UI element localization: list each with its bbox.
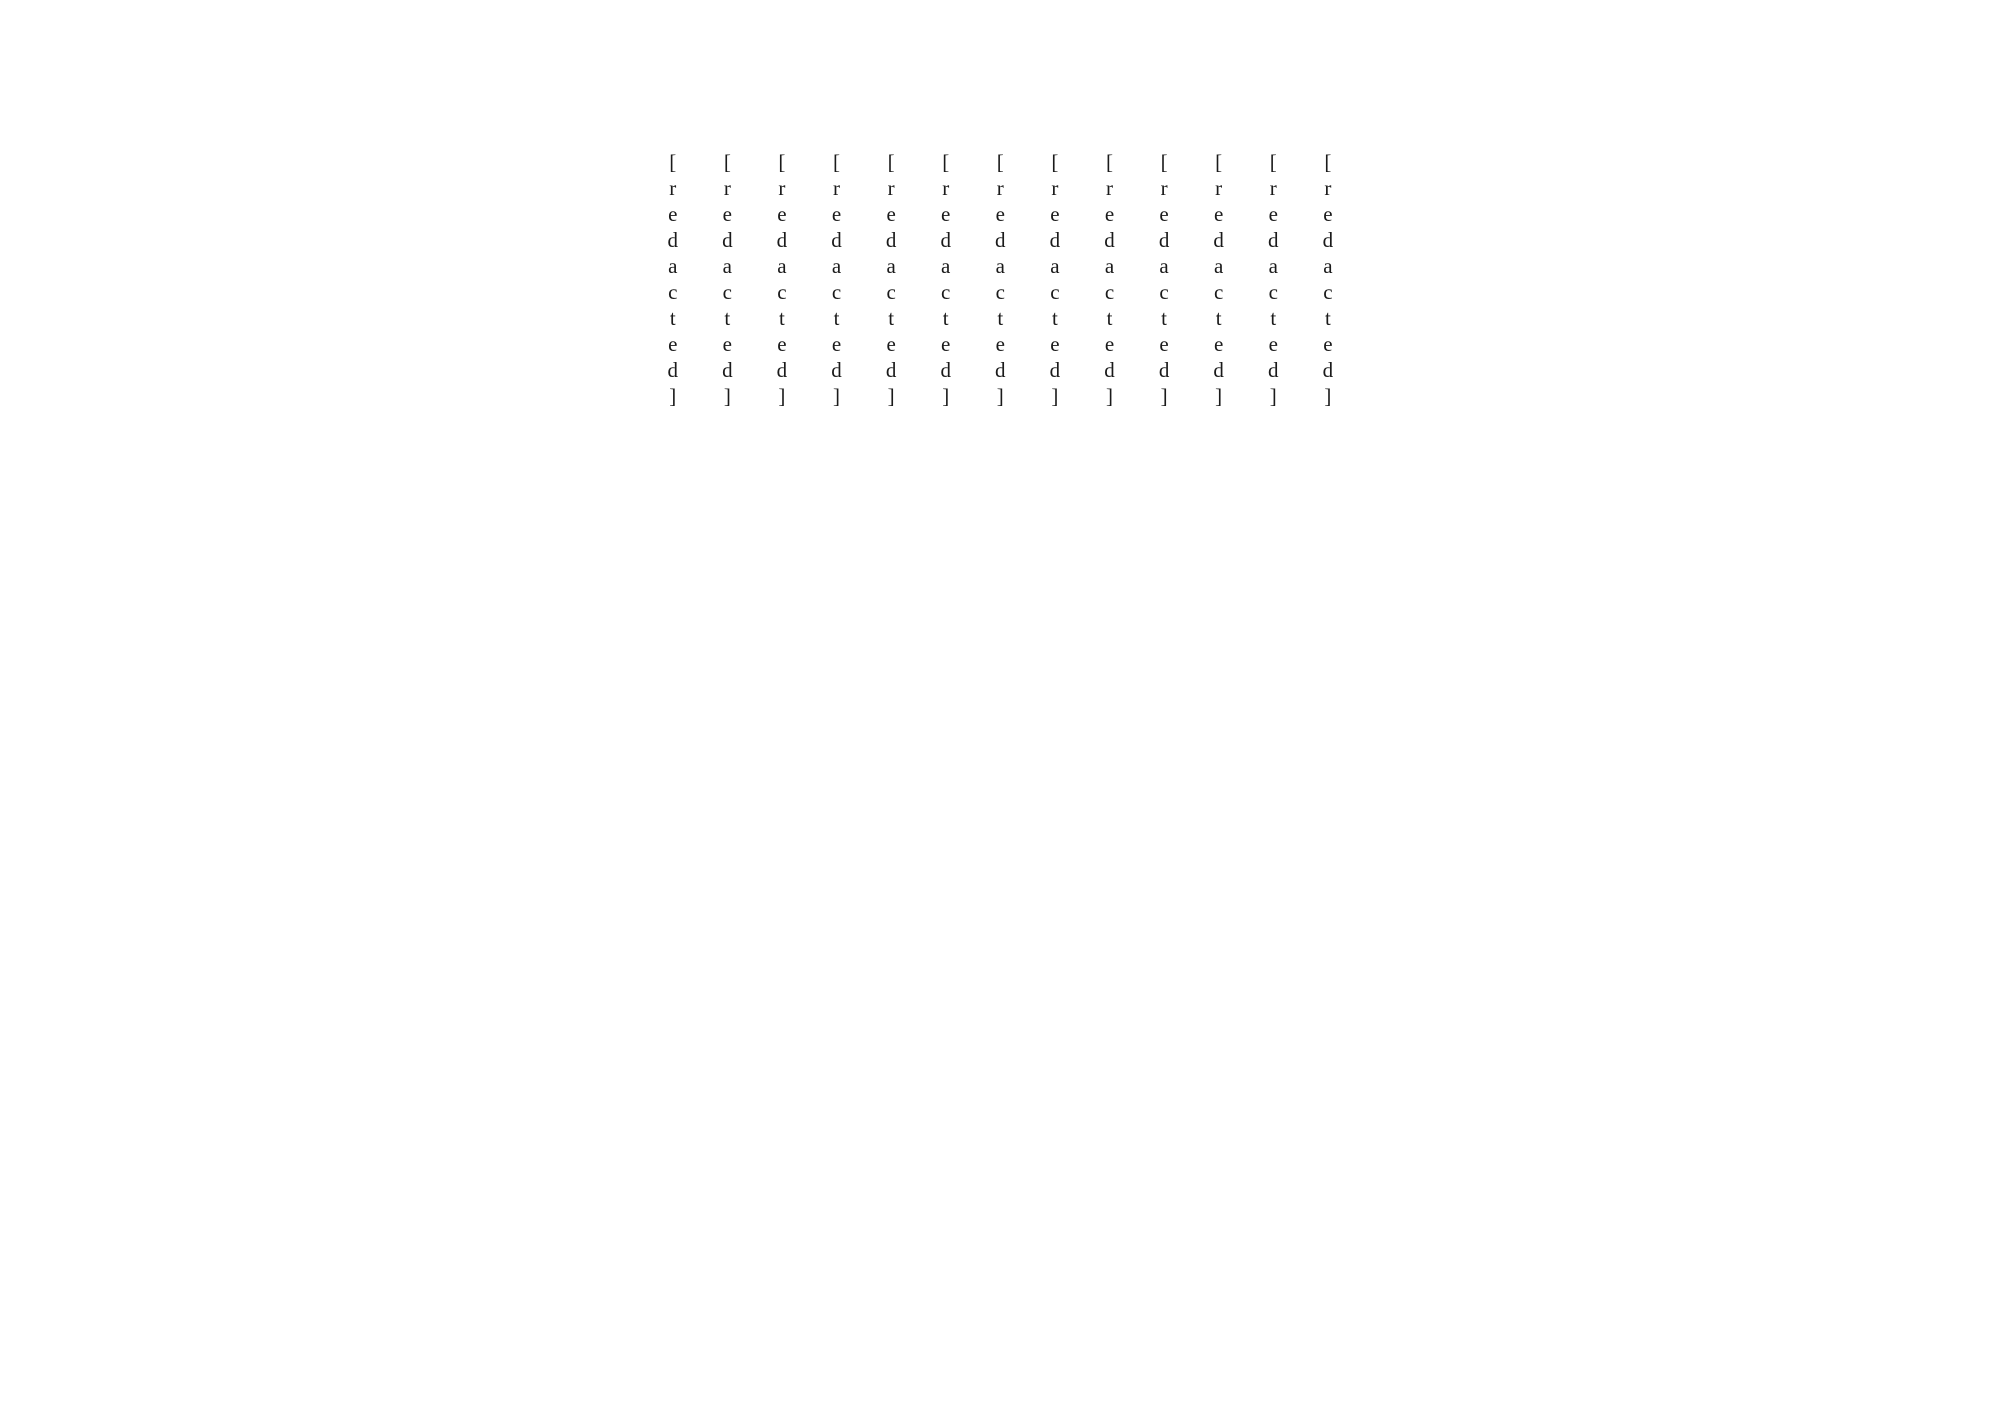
text-line-8: [redacted]: [933, 150, 958, 410]
text-line-12: [redacted]: [715, 150, 740, 410]
text-line-1: [redacted]: [1315, 150, 1340, 410]
text-line-6: [redacted]: [1042, 150, 1067, 410]
text-line-11: [redacted]: [769, 150, 794, 410]
text-line-9: [redacted]: [879, 150, 904, 410]
text-line-10: [redacted]: [824, 150, 849, 410]
text-line-4: [redacted]: [1152, 150, 1177, 410]
text-line-3: [redacted]: [1206, 150, 1231, 410]
text-line-13: [redacted]: [660, 150, 685, 410]
text-line-2: [redacted]: [1261, 150, 1286, 410]
text-line-7: [redacted]: [988, 150, 1013, 410]
vertical-text-block: [645, 150, 1355, 1250]
text-line-5: [redacted]: [1097, 150, 1122, 410]
